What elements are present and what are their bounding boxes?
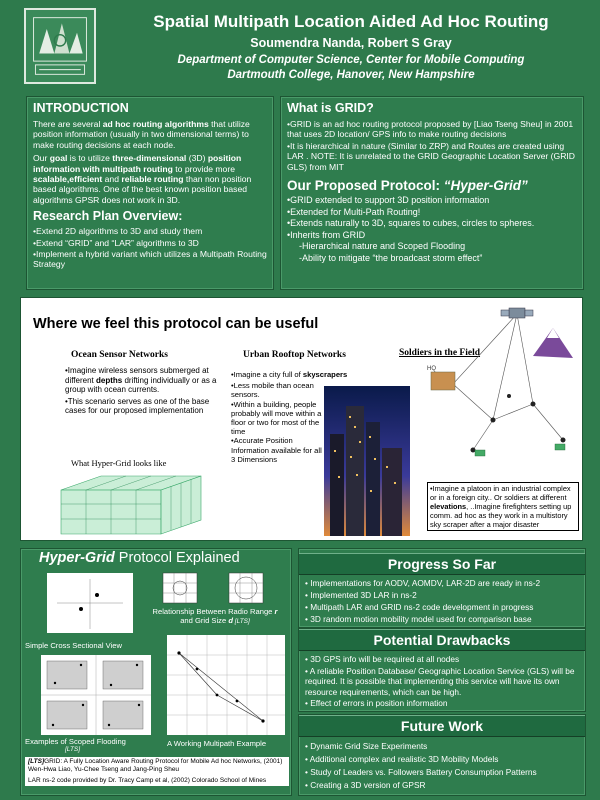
grid-item: •It is hierarchical in nature (Similar to ZRP) and Routes are created using LAR . NOTE: It is unrelated to the GRID Geographic Location Server (GRID GLS) from MIT (287, 140, 576, 172)
ocean-item-1 (65, 366, 221, 395)
hyper-grid-cube-illustration (51, 470, 221, 538)
poster-authors: Soumendra Nanda, Robert S Gray (250, 36, 452, 50)
intro-panel (26, 96, 274, 290)
ocean-text: •Imagine wireless sensors submerged at different (65, 366, 209, 385)
reference-tag: [LTS] (28, 758, 45, 765)
progress-title: Progress So Far (299, 553, 585, 575)
proposed-title-name: “Hyper-Grid” (443, 178, 528, 194)
explained-title-name: Hyper-Grid (39, 550, 115, 566)
future-list (305, 740, 583, 792)
drawbacks-item: • 3D GPS info will be required at all nodes (305, 654, 460, 664)
soldiers-title: Soldiers in the Field (399, 348, 481, 358)
intro-paragraph-2 (33, 153, 267, 205)
reference-2: LAR ns-2 code provided by Dr. Tracy Camp et al, (2002) Colorado School of Mines (28, 777, 267, 784)
poster-department: Department of Computer Science, Center for Mobile Computing (177, 54, 525, 66)
ocean-text-box (65, 366, 221, 416)
drawbacks-title: Potential Drawbacks (299, 629, 585, 651)
intro-text: Our (33, 153, 50, 164)
research-title: Research Plan Overview: (33, 209, 183, 224)
intro-text-bold: three-dimensional (112, 153, 187, 164)
future-item: • Study of Leaders vs. Followers Battery Consumption Patterns (305, 767, 537, 777)
drawbacks-item: • Effect of errors in position information (305, 698, 448, 709)
explained-title (39, 550, 240, 566)
explained-title-text: Protocol Explained (114, 550, 240, 566)
cross-section-diagram (47, 573, 133, 633)
research-item: •Extend “GRID” and “LAR” algorithms to 3D (33, 237, 199, 248)
ocean-text: drifting individually or as a group with ocean currents. (65, 375, 217, 395)
drawbacks-panel (298, 628, 586, 712)
soldiers-text-part: , ..Imagine firefighters setting up comm. ad hoc as they work in a multistory sky scraper after a major disaster (430, 502, 572, 529)
research-item: •Implement a hybrid variant which utilizes a Multipath Routing Strategy (33, 249, 267, 270)
soldiers-text (430, 484, 576, 529)
caption-scoped-flooding: Examples of Scoped Flooding (25, 737, 126, 746)
grid-item: •GRID is an ad hoc routing protocol proposed by [Liao Tseng Sheu] in 2001 that uses 2D location/ GPS info to make routing decisions (287, 119, 574, 140)
poster-title: Spatial Multipath Location Aided Ad Hoc Routing (153, 12, 549, 31)
ocean-item-2: •This scenario serves as one of the base cases for our proposed implementation (65, 396, 210, 416)
urban-item: •Within a building, people probably will move within a floor or two for most of the time (231, 399, 322, 437)
soldiers-text-box (427, 482, 579, 531)
ocean-caption: What Hyper-Grid looks like (71, 458, 167, 468)
progress-item: • Implementations for AODV, AOMDV, LAR-2D are ready in ns-2 (305, 578, 541, 588)
reference-1 (28, 758, 286, 774)
proposed-item: •GRID extended to support 3D position information (287, 195, 490, 206)
intro-text-bold: ad hoc routing algorithms (102, 119, 209, 129)
proposed-item: -Hierarchical nature and Scoped Flooding (299, 241, 466, 252)
future-item: • Creating a 3D version of GPSR (305, 780, 426, 790)
caption-part-r: r (274, 607, 278, 616)
intro-text: There are several (33, 119, 103, 129)
intro-title: INTRODUCTION (33, 101, 129, 115)
multipath-example-diagram (167, 635, 285, 735)
scoped-flooding-diagram (41, 655, 151, 735)
caption-scoped-ref: [LTS] (65, 746, 81, 753)
useful-title: Where we feel this protocol can be useful (33, 316, 319, 332)
ocean-title: Ocean Sensor Networks (71, 350, 168, 360)
soldiers-text-part: •Imagine a platoon in an industrial complex or in a foreign city.. Or soldiers at different (430, 484, 571, 502)
intro-paragraph-1 (33, 119, 267, 150)
future-panel (298, 714, 586, 796)
grid-panel (280, 96, 584, 290)
progress-item: • Implemented 3D LAR in ns-2 (305, 590, 417, 600)
reference-text: GRID: A Fully Location Aware Routing Protocol for Mobile Ad hoc Networks, (2001) Wen-Hwa Liao, Yu-Chee Tseng and Jang-Ping Sheu (28, 758, 283, 773)
caption-part: and Grid Size (180, 616, 229, 626)
college-seal-icon (24, 8, 96, 84)
intro-text: is to utilize (67, 153, 113, 164)
intro-text: than non position based algorithms. One of the best known position based algorithms GPSR does not work in 3D. (33, 174, 252, 205)
drawbacks-item: • A reliable Position Database/ Geographic Location Service (GLS) will be required. It is possible that implementing this service will have its own resource requirements, which can be high. (305, 665, 575, 697)
proposed-title (287, 178, 577, 193)
poster-header (6, 6, 594, 88)
caption-part: Relationship Between Radio Range (152, 607, 275, 616)
caption-multipath: A Working Multipath Example (167, 739, 267, 748)
research-item: •Extend 2D algorithms to 3D and study them (33, 226, 203, 237)
progress-list (305, 577, 583, 625)
soldiers-network-illustration (413, 300, 583, 474)
intro-text: that utilize position information (usually in two dimensional terms) to make routing decisions at each node. (33, 119, 250, 150)
progress-item: • Multipath LAR and GRID ns-2 code development in progress (305, 602, 534, 612)
urban-title: Urban Rooftop Networks (243, 350, 346, 360)
intro-text-bold: position information with multipath routing (33, 153, 242, 174)
caption-cross-section: Simple Cross Sectional View (25, 641, 122, 650)
proposed-item: •Extended for Multi-Path Routing! (287, 206, 421, 217)
useful-panel (20, 297, 583, 541)
future-item: • Additional complex and realistic 3D Mobility Models (305, 754, 499, 764)
progress-item: • 3D random motion mobility model used for comparison base (305, 614, 532, 624)
ocean-text-bold: depths (95, 375, 123, 385)
hq-label: HQ (427, 366, 436, 372)
reference-box (25, 757, 289, 786)
urban-text-box (231, 370, 348, 464)
urban-item-1 (231, 370, 361, 379)
proposed-title-text: Our Proposed Protocol: (287, 178, 444, 194)
progress-panel (298, 548, 586, 628)
intro-text: to provide more (172, 163, 235, 174)
poster-college: Dartmouth College, Hanover, New Hampshire (227, 69, 475, 81)
future-title: Future Work (299, 715, 585, 737)
future-item: • Dynamic Grid Size Experiments (305, 741, 428, 751)
intro-text-bold: scalable,efficient (33, 174, 103, 185)
proposed-item: •Extends naturally to 3D, squares to cubes, circles to spheres. (287, 218, 535, 229)
urban-text-bold: skyscrapers (302, 370, 348, 379)
skyscrapers-illustration (324, 386, 410, 536)
intro-text-bold: reliable routing (121, 174, 184, 185)
urban-item: •Less mobile than ocean sensors. (231, 381, 314, 400)
urban-text: •Imagine a city full of (231, 370, 303, 379)
caption-part-d: d (228, 616, 233, 626)
proposed-item: •Inherits from GRID (287, 229, 366, 240)
explained-panel (20, 548, 292, 796)
grid-title: What is GRID? (287, 101, 374, 115)
caption-part-ref: [LTS] (232, 618, 250, 626)
caption-radio-range (137, 607, 293, 627)
urban-item: •Accurate Position Information available for all 3 Dimensions (231, 436, 322, 464)
drawbacks-list (305, 654, 583, 709)
intro-text: and (102, 174, 122, 185)
intro-text: (3D) (186, 153, 208, 164)
radio-range-diagram (151, 571, 283, 605)
intro-text-bold: goal (49, 153, 68, 164)
soldiers-text-bold: elevations (430, 502, 467, 511)
proposed-item: -Ability to mitigate “the broadcast storm effect” (299, 252, 483, 263)
